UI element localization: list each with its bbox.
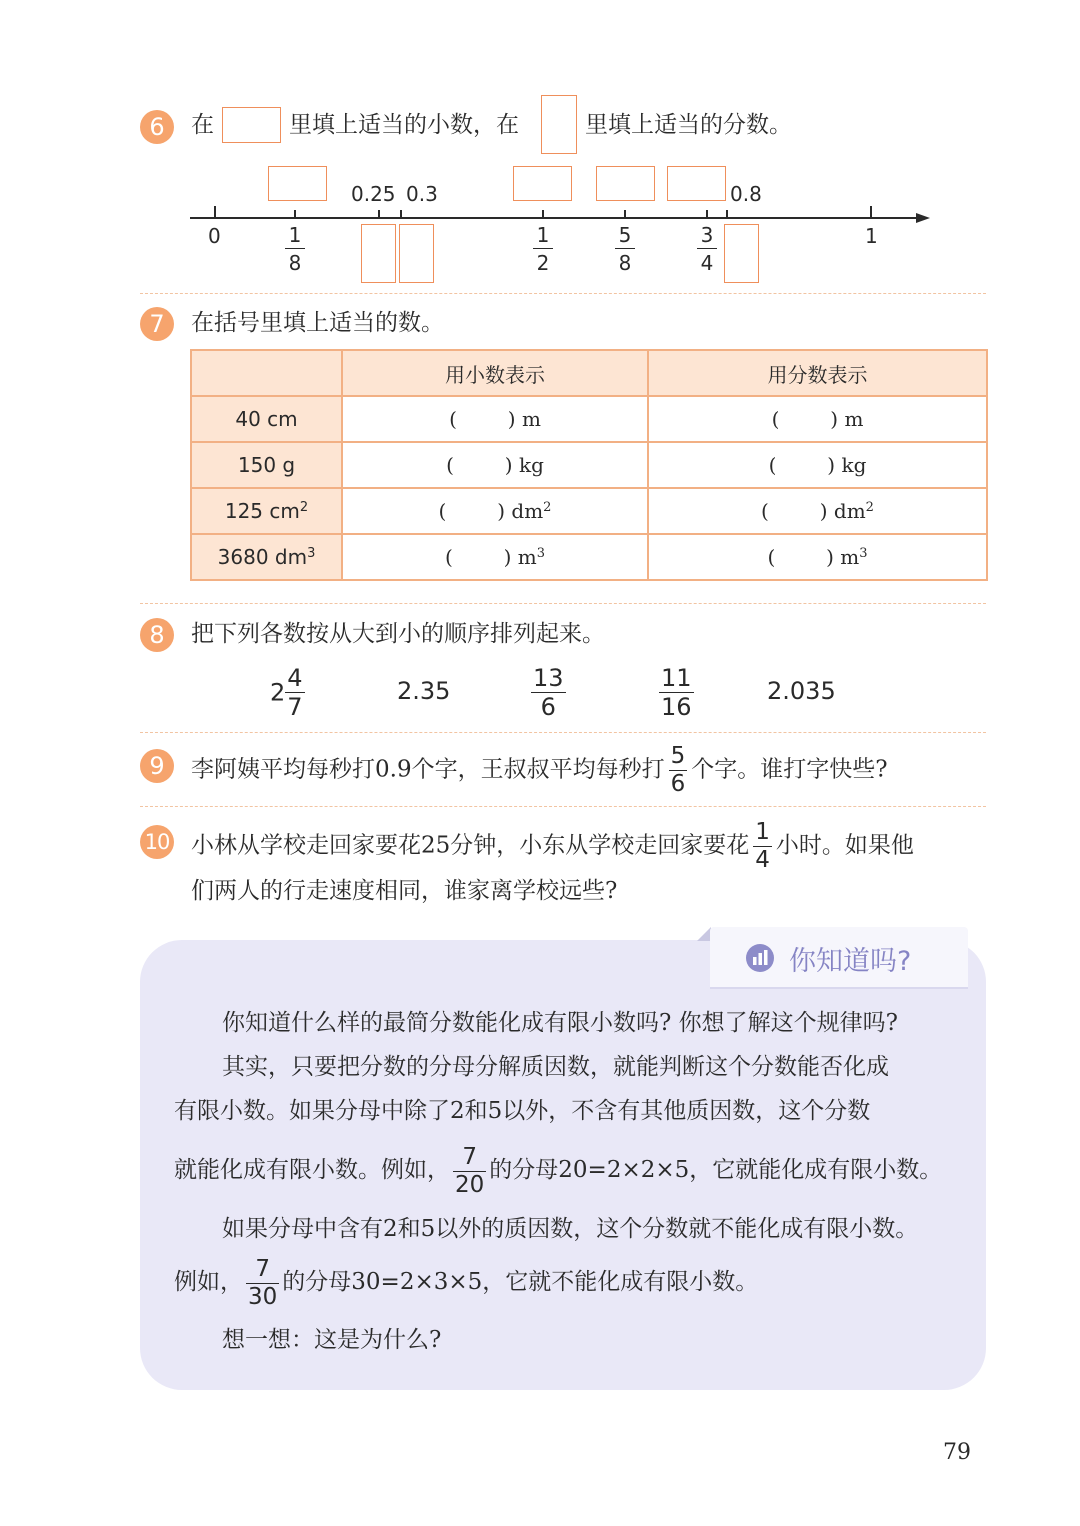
q8-item-fraction-1: $\frac{13}{6}$ bbox=[533, 664, 564, 721]
question-7-badge: 7 bbox=[140, 307, 174, 341]
q8-text: 把下列各数按从大到小的顺序排列起来。 bbox=[191, 621, 605, 647]
row-label: 3680 $dm^3$ bbox=[191, 534, 342, 580]
decimal-blank-2[interactable] bbox=[513, 166, 572, 201]
q8-item-mixed: 2 $\frac{4}{7}$ bbox=[270, 664, 303, 721]
decimal-answer-cell[interactable]: ( ) kg bbox=[342, 442, 648, 488]
decimal-blank-4[interactable] bbox=[667, 166, 726, 201]
fraction-blank-2[interactable] bbox=[399, 224, 434, 283]
divider-2 bbox=[140, 603, 986, 604]
row-label: 150 g bbox=[191, 442, 342, 488]
label-0-25: 0.25 bbox=[351, 182, 396, 206]
info-paragraph-2-line1: 其实，只要把分数的分母分解质因数，就能判断这个分数能否化成 bbox=[222, 1054, 889, 1080]
fraction-box-sample bbox=[541, 95, 577, 154]
q7-text: 在括号里填上适当的数。 bbox=[191, 310, 444, 336]
q8-item-decimal-1: 2.35 bbox=[397, 677, 451, 705]
divider-3 bbox=[140, 732, 986, 733]
info-paragraph-1: 你知道什么样的最简分数能化成有限小数吗? 你想了解这个规律吗? bbox=[222, 1010, 898, 1036]
fraction-answer-cell[interactable]: ( ) kg bbox=[648, 442, 987, 488]
label-5-8: 5 8 bbox=[615, 225, 635, 273]
label-3-4: 3 4 bbox=[697, 225, 717, 273]
decimal-answer-cell[interactable]: ( ) m bbox=[342, 396, 648, 442]
label-0: 0 bbox=[208, 224, 221, 248]
q8-item-decimal-2: 2.035 bbox=[767, 677, 836, 705]
decimal-box-sample bbox=[222, 107, 281, 143]
row-label: 125 $cm^2$ bbox=[191, 488, 342, 534]
info-paragraph-3-line2: 例如， $\frac{7}{30}$ 的分母30=2×3×5，它就不能化成有限小数。 bbox=[174, 1255, 759, 1310]
question-8-badge: 8 bbox=[140, 618, 174, 652]
label-1: 1 bbox=[865, 224, 878, 248]
label-0-8: 0.8 bbox=[730, 182, 762, 206]
table-header-empty bbox=[191, 350, 342, 396]
question-9-badge: 9 bbox=[140, 749, 174, 783]
q6-text-a: 在 bbox=[191, 112, 214, 138]
row-label: 40 cm bbox=[191, 396, 342, 442]
fraction-answer-cell[interactable]: ( ) m bbox=[648, 396, 987, 442]
table-header-fraction: 用分数表示 bbox=[648, 350, 987, 396]
fraction-blank-3[interactable] bbox=[724, 224, 759, 283]
info-paragraph-2-line3: 就能化成有限小数。例如， $\frac{7}{20}$ 的分母20=2×2×5，它就能化成有限小数。 bbox=[174, 1143, 943, 1198]
q10-text-line1: 小林从学校走回家要花25分钟，小东从学校走回家要花 $\frac{1}{4}$ 小时。如果他 bbox=[191, 819, 914, 873]
fraction-answer-cell[interactable]: ( ) $m^3$ bbox=[648, 534, 987, 580]
q9-text: 李阿姨平均每秒打0.9个字，王叔叔平均每秒打 $\frac{5}{6}$ 个字。谁打字快些? bbox=[191, 743, 888, 797]
decimal-answer-cell[interactable]: ( ) $m^3$ bbox=[342, 534, 648, 580]
info-paragraph-4: 想一想：这是为什么? bbox=[222, 1327, 442, 1353]
question-6-badge: 6 bbox=[140, 110, 174, 144]
divider-1 bbox=[140, 293, 986, 294]
info-paragraph-3-line1: 如果分母中含有2和5以外的质因数，这个分数就不能化成有限小数。 bbox=[222, 1216, 919, 1242]
did-you-know-title: 你知道吗? bbox=[789, 946, 912, 977]
q6-text-c: 里填上适当的分数。 bbox=[585, 112, 792, 138]
chart-icon bbox=[745, 943, 775, 973]
table-row bbox=[191, 396, 987, 442]
table-row bbox=[191, 488, 987, 534]
label-1-2: 1 2 bbox=[533, 225, 553, 273]
label-1-8: 1 8 bbox=[285, 225, 305, 273]
decimal-answer-cell[interactable]: ( ) $dm^2$ bbox=[342, 488, 648, 534]
table-row bbox=[191, 442, 987, 488]
info-paragraph-2-line2: 有限小数。如果分母中除了2和5以外，不含有其他质因数，这个分数 bbox=[174, 1098, 871, 1124]
fraction-blank-1[interactable] bbox=[361, 224, 396, 283]
page-number: 79 bbox=[943, 1440, 971, 1465]
fraction-answer-cell[interactable]: ( ) $dm^2$ bbox=[648, 488, 987, 534]
info-tab-fold bbox=[697, 927, 711, 941]
decimal-blank-3[interactable] bbox=[596, 166, 655, 201]
decimal-blank-1[interactable] bbox=[268, 166, 327, 201]
q8-item-fraction-2: $\frac{11}{16}$ bbox=[661, 664, 692, 721]
table-row bbox=[191, 534, 987, 580]
table-header-decimal: 用小数表示 bbox=[342, 350, 648, 396]
table-header-row bbox=[191, 350, 987, 396]
conversion-table bbox=[190, 349, 988, 581]
q6-text-b: 里填上适当的小数，在 bbox=[289, 112, 519, 138]
question-10-badge: 10 bbox=[140, 825, 174, 859]
label-0-3: 0.3 bbox=[406, 182, 438, 206]
divider-4 bbox=[140, 806, 986, 807]
q10-text-line2: 们两人的行走速度相同，谁家离学校远些? bbox=[191, 878, 618, 904]
number-line-arrow bbox=[916, 213, 930, 223]
